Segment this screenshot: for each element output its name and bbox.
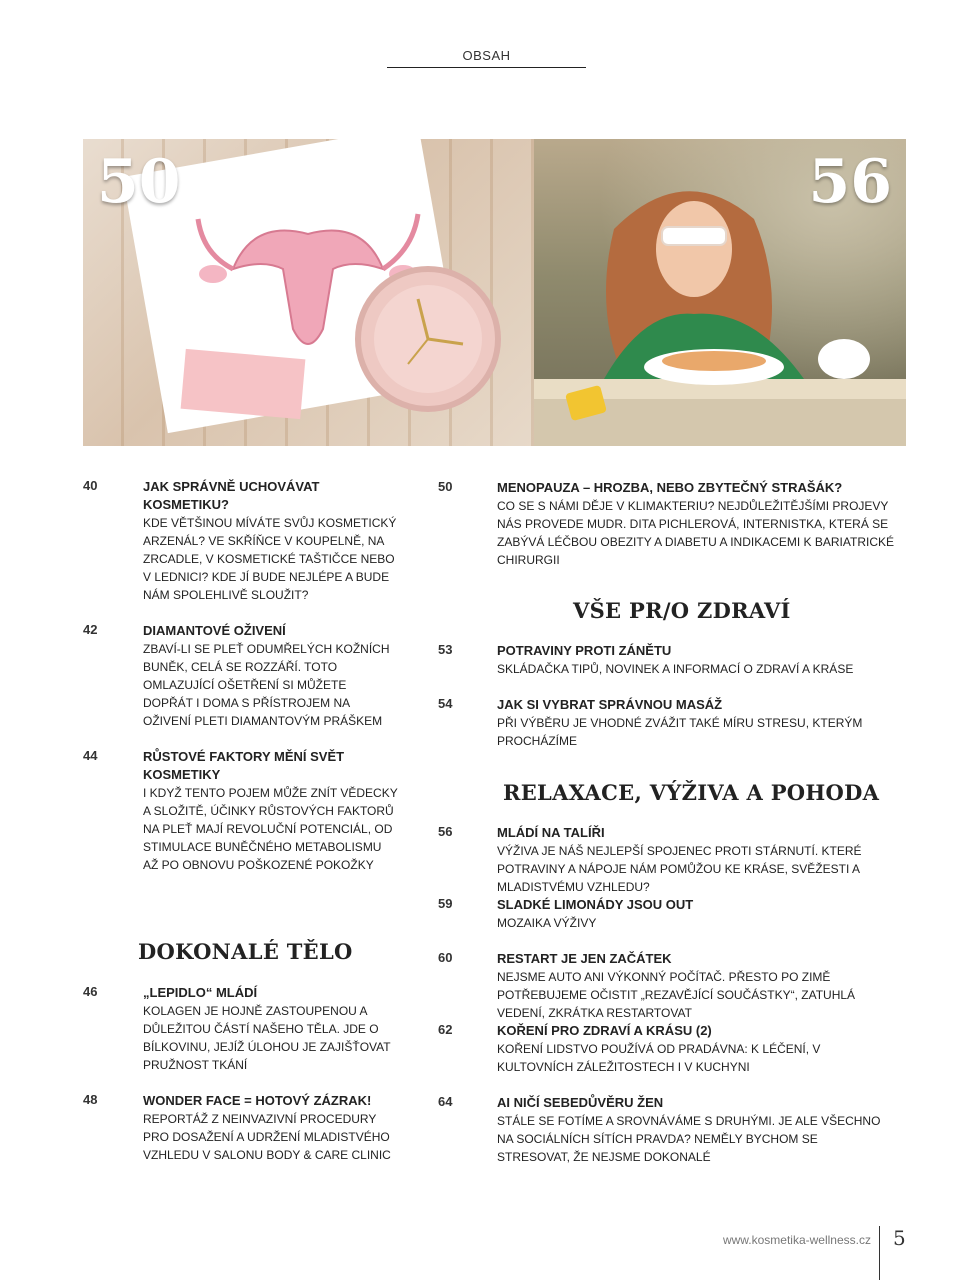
toc-entry-description: KDE VĚTŠINOU MÍVÁTE SVŮJ KOSMETICKÝ ARZENÁL? VE SKŘÍŇCE V KOUPELNĚ, NA ZRCADLE, V KOSMETICKÉ TAŠTIČCE NEBO V LEDNICI? KDE JÍ BUDE NEJLÉPE A BUDE NÁM SPOLEHLIVĚ SLOUŽIT? [143, 516, 397, 602]
photo-page-number-right: 56 [808, 147, 892, 217]
section-title-dokonale-telo: DOKONALÉ TĚLO [138, 939, 353, 964]
toc-entry-title: SLADKÉ LIMONÁDY JSOU OUT [497, 897, 694, 912]
toc-page-number: 42 [83, 622, 98, 637]
toc-entry-title: MENOPAUZA – HROZBA, NEBO ZBYTEČNÝ STRAŠÁK? [497, 480, 843, 495]
toc-page-number: 62 [438, 1022, 453, 1037]
toc-entry-description: I KDYŽ TENTO POJEM MŮŽE ZNÍT VĚDECKY A SLOŽITĚ, ÚČINKY RŮSTOVÝCH FAKTORŮ NA PLEŤ MAJÍ REVOLUČNÍ POTENCIÁL, OD STIMULACE BUNĚČNÉHO METABOLISMU AŽ PO OBNOVU POŠKOZENÉ POKOŽKY [143, 786, 398, 872]
toc-page-number: 60 [438, 950, 453, 965]
toc-page-number: 56 [438, 824, 453, 839]
toc-entry-title: DIAMANTOVÉ OŽIVENÍ [143, 623, 286, 638]
footer-website-url[interactable]: www.kosmetika-wellness.cz [722, 1233, 871, 1247]
toc-entry-description: PŘI VÝBĚRU JE VHODNÉ ZVÁŽIT TAKÉ MÍRU STRESU, KTERÝM PROCHÁZÍME [497, 716, 863, 748]
toc-entry-title: RESTART JE JEN ZAČÁTEK [497, 951, 672, 966]
toc-entry-title: WONDER FACE = HOTOVÝ ZÁZRAK! [143, 1093, 372, 1108]
toc-entry-title: MLÁDÍ NA TALÍŘI [497, 825, 605, 840]
toc-entry-description: NEJSME AUTO ANI VÝKONNÝ POČÍTAČ. PŘESTO PO ZIMĚ POTŘEBUJEME OČISTIT „REZAVĚJÍCÍ SOUČÁSTKY“, ZATUHLÁ VEDENÍ, ZKRÁTKA RESTARTOVAT [497, 970, 856, 1020]
toc-page-number: 40 [83, 478, 98, 493]
photo-page-number-left: 50 [97, 147, 181, 217]
toc-page-number: 46 [83, 984, 98, 999]
section-title-relaxace: RELAXACE, VÝŽIVA A POHODA [503, 780, 880, 805]
toc-entry-description: CO SE S NÁMI DĚJE V KLIMAKTERIU? NEJDŮLEŽITĚJŠÍMI PROJEVY NÁS PROVEDE MUDR. DITA PICHLEROVÁ, INTERNISTKA, KTERÁ SE ZABÝVÁ LÉČBOU OBEZITY A DIABETU A INDIKACEMI K BARIATRICKÉ CHIRURGII [497, 499, 894, 567]
header-divider [387, 67, 586, 68]
menopause-photo [83, 139, 534, 446]
section-header: OBSAH [462, 48, 511, 63]
toc-entry-title: JAK SPRÁVNĚ UCHOVÁVAT KOSMETIKU? [143, 479, 320, 512]
toc-page-number: 44 [83, 748, 98, 763]
toc-entry-description: MOZAIKA VÝŽIVY [497, 916, 597, 930]
page-number: 5 [893, 1226, 906, 1250]
toc-page-number: 53 [438, 642, 453, 657]
toc-entry-title: „LEPIDLO“ MLÁDÍ [143, 985, 258, 1000]
toc-entry-description: KOLAGEN JE HOJNĚ ZASTOUPENOU A DŮLEŽITOU ČÁSTÍ NAŠEHO TĚLA. JDE O BÍLKOVINU, JEJÍŽ ÚLOHOU JE ZAJIŠŤOVAT PRUŽNOST TKÁNÍ [143, 1004, 391, 1072]
toc-entry-description: KOŘENÍ LIDSTVO POUŽÍVÁ OD PRADÁVNA: K LÉČENÍ, V KULTOVNÍCH ZÁLEŽITOSTECH I V KUCHYNI [497, 1042, 821, 1074]
toc-entry-description: VÝŽIVA JE NÁŠ NEJLEPŠÍ SPOJENEC PROTI STÁRNUTÍ. KTERÉ POTRAVINY A NÁPOJE NÁM POMŮŽOU KE KRÁSE, SVĚŽESTI A MLADISTVÉMU VZHLEDU? [497, 844, 862, 894]
toc-page-number: 48 [83, 1092, 98, 1107]
toc-entry-title: POTRAVINY PROTI ZÁNĚTU [497, 643, 672, 658]
toc-page-number: 50 [438, 479, 453, 494]
toc-entry-title: RŮSTOVÉ FAKTORY MĚNÍ SVĚT KOSMETIKY [143, 749, 345, 782]
toc-page-number: 64 [438, 1094, 453, 1109]
toc-page-number: 54 [438, 696, 453, 711]
healthy-eating-photo [534, 139, 906, 446]
toc-entry-title: KOŘENÍ PRO ZDRAVÍ A KRÁSU (2) [497, 1023, 712, 1038]
toc-entry-description: SKLÁDAČKA TIPŮ, NOVINEK A INFORMACÍ O ZDRAVÍ A KRÁSE [497, 662, 854, 676]
toc-entry-description: ZBAVÍ-LI SE PLEŤ ODUMŘELÝCH KOŽNÍCH BUNĚK, CELÁ SE ROZZÁŘÍ. TOTO OMLAZUJÍCÍ OŠETŘENÍ SI MŮŽETE DOPŘÁT I DOMA S PŘÍSTROJEM NA OŽIVENÍ PLETI DIAMANTOVÝM PRÁŠKEM [143, 642, 390, 728]
toc-entry-description: REPORTÁŽ Z NEINVAZIVNÍ PROCEDURY PRO DOSAŽENÍ A UDRŽENÍ MLADISTVÉHO VZHLEDU V SALONU BODY & CARE CLINIC [143, 1112, 391, 1162]
section-title-vse-pro-zdravi: VŠE PR/O ZDRAVÍ [573, 598, 791, 623]
footer-divider [879, 1226, 880, 1280]
toc-entry-description: STÁLE SE FOTÍME A SROVNÁVÁME S DRUHÝMI. JE ALE VŠECHNO NA SOCIÁLNÍCH SÍTÍCH PRAVDA? NEMĚLY BYCHOM SE STRESOVAT, ŽE NEJSME DOKONALÉ [497, 1114, 881, 1164]
toc-entry-title: JAK SI VYBRAT SPRÁVNOU MASÁŽ [497, 697, 723, 712]
toc-entry-title: AI NIČÍ SEBEDŮVĚRU ŽEN [497, 1095, 664, 1110]
toc-page-number: 59 [438, 896, 453, 911]
